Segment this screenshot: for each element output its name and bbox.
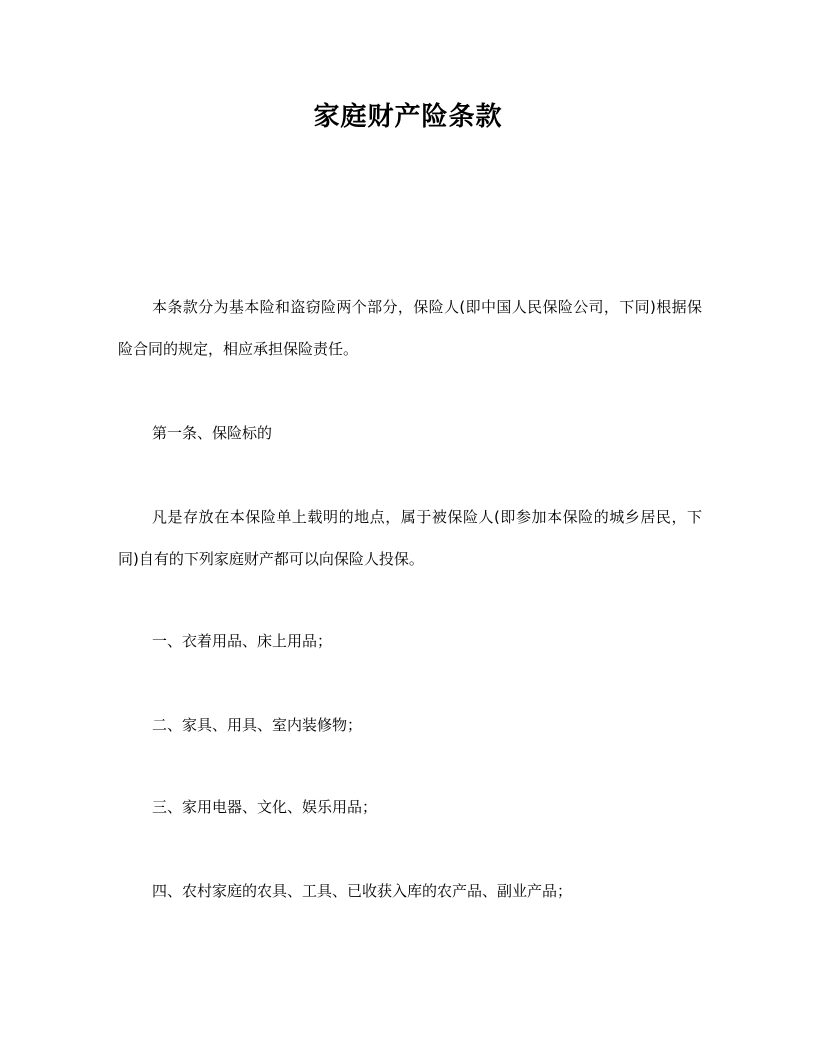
list-item: 三、家用电器、文化、娱乐用品； xyxy=(152,798,378,816)
list-item: 二、家具、用具、室内装修物； xyxy=(152,716,363,734)
article-1-heading: 第一条、保险标的 xyxy=(152,424,273,442)
intro-paragraph: 本条款分为基本险和盗窃险两个部分，保险人(即中国人民保险公司，下同)根据保险合同的规定，相应承担保险责任。 xyxy=(118,298,702,358)
document-title: 家庭财产险条款 xyxy=(313,102,503,132)
list-item: 四、农村家庭的农具、工具、已收获入库的农产品、副业产品； xyxy=(152,882,573,900)
list-item: 一、衣着用品、床上用品； xyxy=(152,632,333,650)
coverage-scope-paragraph: 凡是存放在本保险单上载明的地点，属于被保险人(即参加本保险的城乡居民，下同)自有的下列家庭财产都可以向保险人投保。 xyxy=(118,508,702,568)
